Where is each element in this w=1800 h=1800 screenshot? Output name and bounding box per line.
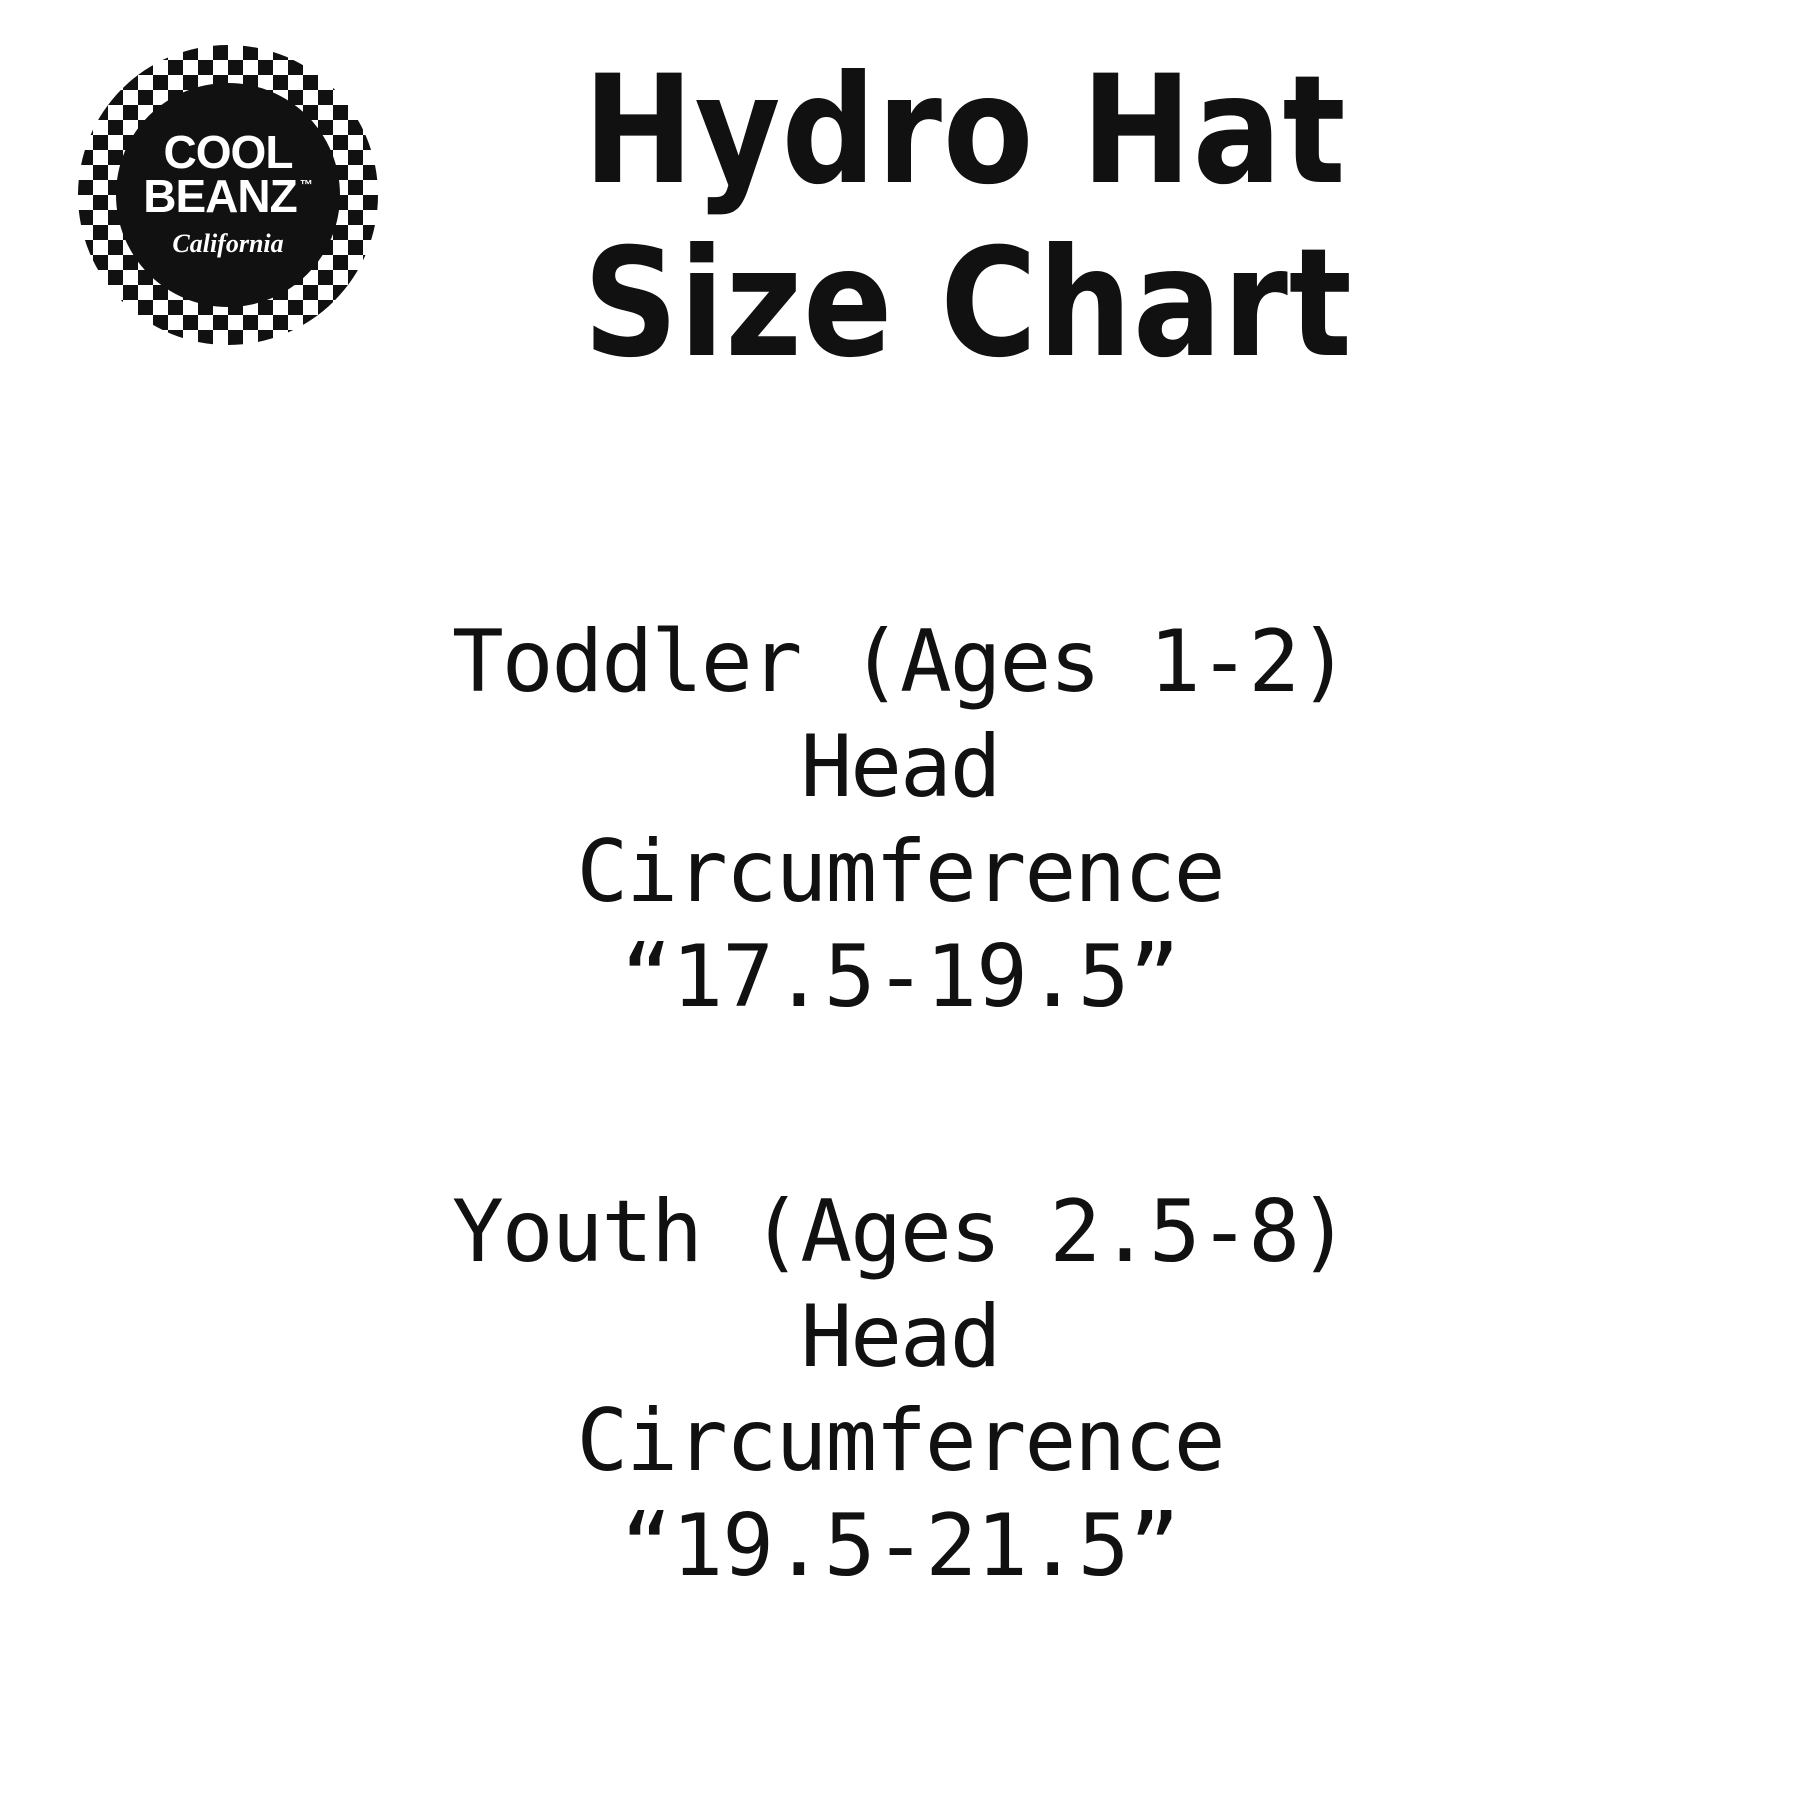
size-entry-toddler	[0, 610, 1800, 1030]
logo-text-beanz: BEANZ	[143, 170, 297, 222]
title-line-1: Hydro Hat	[583, 44, 1347, 218]
size-measurement: “19.5-21.5”	[620, 1496, 1180, 1597]
logo-beanz-row	[143, 170, 313, 222]
size-name: Toddler (Ages 1-2)	[452, 612, 1348, 712]
page-title	[540, 44, 1353, 391]
brand-logo	[78, 45, 378, 345]
size-measurement: “17.5-19.5”	[620, 926, 1180, 1027]
logo-text-location: California	[172, 228, 284, 258]
size-name: Youth (Ages 2.5-8)	[452, 1181, 1348, 1282]
trademark-icon: ™	[299, 177, 313, 192]
logo-text-cool: COOL	[163, 126, 293, 179]
size-label-line-1: Head	[800, 716, 1000, 817]
title-line-2: Size Chart	[583, 216, 1353, 391]
size-entry-youth	[0, 1180, 1800, 1600]
size-label-line-2: Circumference	[576, 1391, 1224, 1492]
size-label-line-2: Circumference	[576, 821, 1224, 922]
size-label-line-1: Head	[800, 1286, 1000, 1387]
size-chart	[0, 610, 1800, 1749]
logo-inner-disc	[116, 83, 340, 307]
